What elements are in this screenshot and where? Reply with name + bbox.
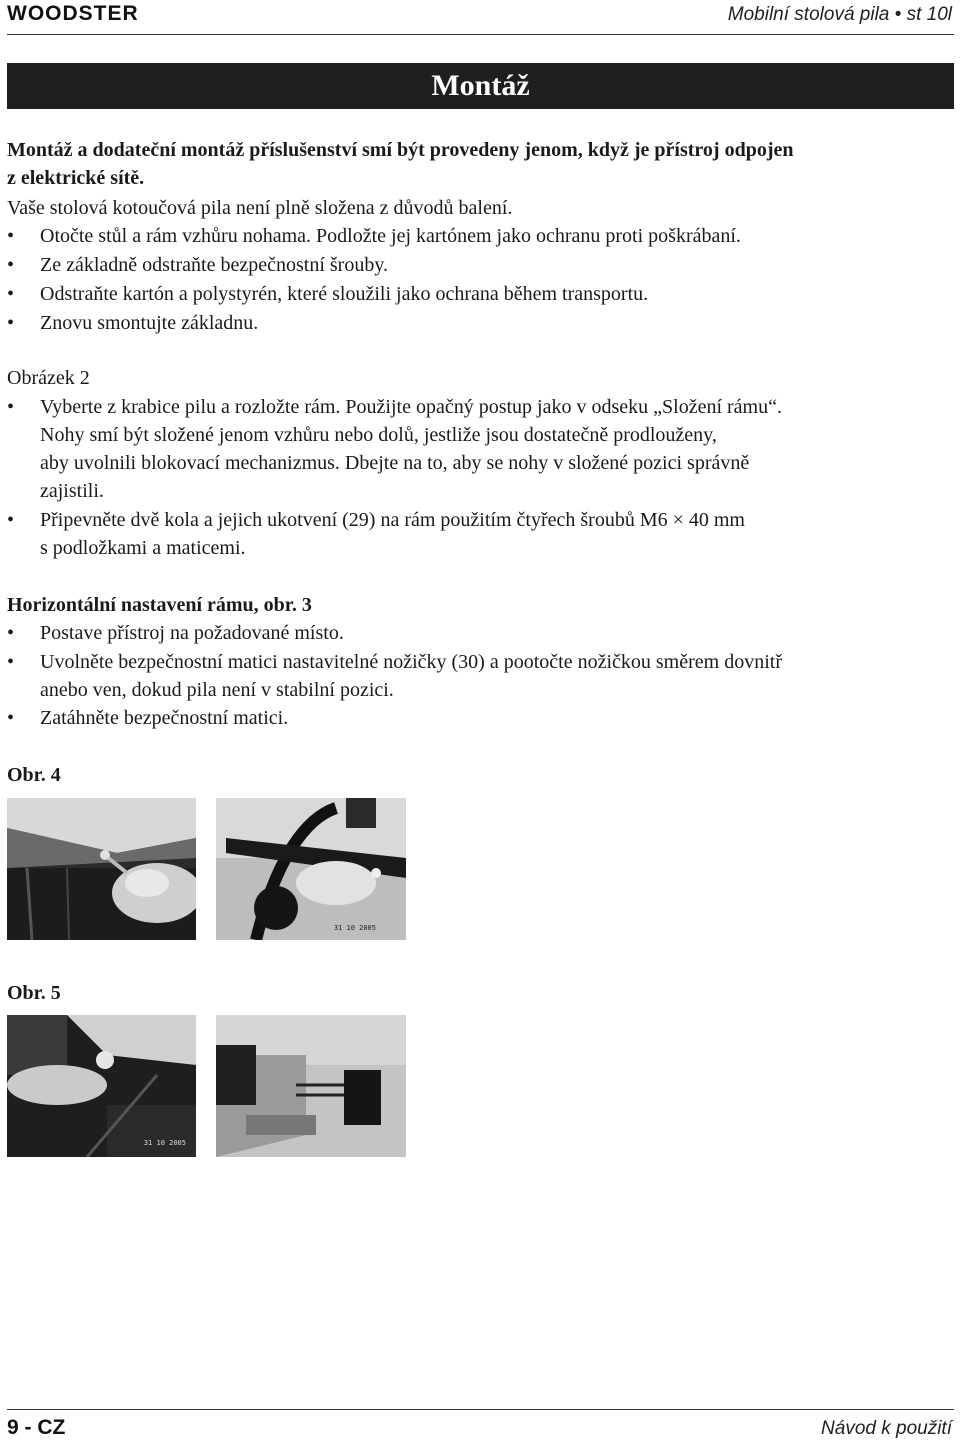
horizontal-heading: Horizontální nastavení rámu, obr. 3 <box>7 594 312 616</box>
section-title: Montáž <box>431 69 530 102</box>
figure2-bullet-1-line-3: aby uvolnili blokovací mechanizmus. Dbejte na to, aby se nohy v složené pozici správně <box>40 452 750 474</box>
figure5-photo-right <box>216 1015 406 1157</box>
horizontal-bullet-2-line-2: anebo ven, dokud pila není v stabilní pozici. <box>40 679 394 701</box>
footer-divider <box>7 1409 954 1410</box>
intro-bullet-3: Odstraňte kartón a polystyrén, které sloužili jako ochrana během transportu. <box>40 283 649 305</box>
bullet-marker: • <box>7 225 15 247</box>
photo-date-stamp: 31 10 2005 <box>143 1139 186 1147</box>
bullet-marker: • <box>7 254 15 276</box>
bullet-marker: • <box>7 396 15 418</box>
figure2-bullet-1-line-1: Vyberte z krabice pilu a rozložte rám. Použijte opačný postup jako v odseku „Složení rámu“. <box>40 396 782 418</box>
figure2-bullet-1-line-4: zajistili. <box>40 480 104 502</box>
bullet-marker: • <box>7 509 15 531</box>
page-number: 9 - CZ <box>7 1416 66 1439</box>
figure2-bullet-1-line-2: Nohy smí být složené jenom vzhůru nebo dolů, jestliže jsou dostatečně prodlouženy, <box>40 424 717 446</box>
document-subtitle: Mobilní stolová pila • st 10l <box>727 4 952 25</box>
intro-bullet-1: Otočte stůl a rám vzhůru nohama. Podložte jej kartónem jako ochranu proti poškrábaní. <box>40 225 741 247</box>
figure2-heading: Obrázek 2 <box>7 367 90 389</box>
horizontal-bullet-3: Zatáhněte bezpečnostní matici. <box>40 707 289 729</box>
manual-label: Návod k použití <box>821 1418 952 1439</box>
bullet-marker: • <box>7 622 15 644</box>
header-divider <box>7 34 954 35</box>
intro-bullet-4: Znovu smontujte základnu. <box>40 312 259 334</box>
figure5-photo-left <box>7 1015 196 1157</box>
figure5-label: Obr. 5 <box>7 982 61 1004</box>
bullet-marker: • <box>7 651 15 673</box>
figure4-photo-left <box>7 798 196 940</box>
bullet-marker: • <box>7 707 15 729</box>
figure2-bullet-2-line-2: s podložkami a maticemi. <box>40 537 246 559</box>
warning-line-1: Montáž a dodateční montáž příslušenství smí být provedeny jenom, když je přístroj odpojen <box>7 139 794 161</box>
figure2-bullet-2-line-1: Připevněte dvě kola a jejich ukotvení (29) na rám použitím čtyřech šroubů M6 × 40 mm <box>40 509 745 531</box>
section-title-bar <box>7 63 954 109</box>
figure4-label: Obr. 4 <box>7 764 61 786</box>
horizontal-bullet-2-line-1: Uvolněte bezpečnostní matici nastavitelné nožičky (30) a pootočte nožičkou směrem dovnitř <box>40 651 782 673</box>
brand-logo: WOODSTER <box>7 2 139 25</box>
photo-date-stamp: 31 10 2005 <box>333 924 376 932</box>
intro-note: Vaše stolová kotoučová pila není plně složena z důvodů balení. <box>7 197 513 219</box>
intro-bullet-2: Ze základně odstraňte bezpečnostní šrouby. <box>40 254 389 276</box>
warning-line-2: z elektrické sítě. <box>7 167 145 189</box>
horizontal-bullet-1: Postave přístroj na požadované místo. <box>40 622 344 644</box>
bullet-marker: • <box>7 312 15 334</box>
bullet-marker: • <box>7 283 15 305</box>
figure4-photo-right <box>216 798 406 940</box>
